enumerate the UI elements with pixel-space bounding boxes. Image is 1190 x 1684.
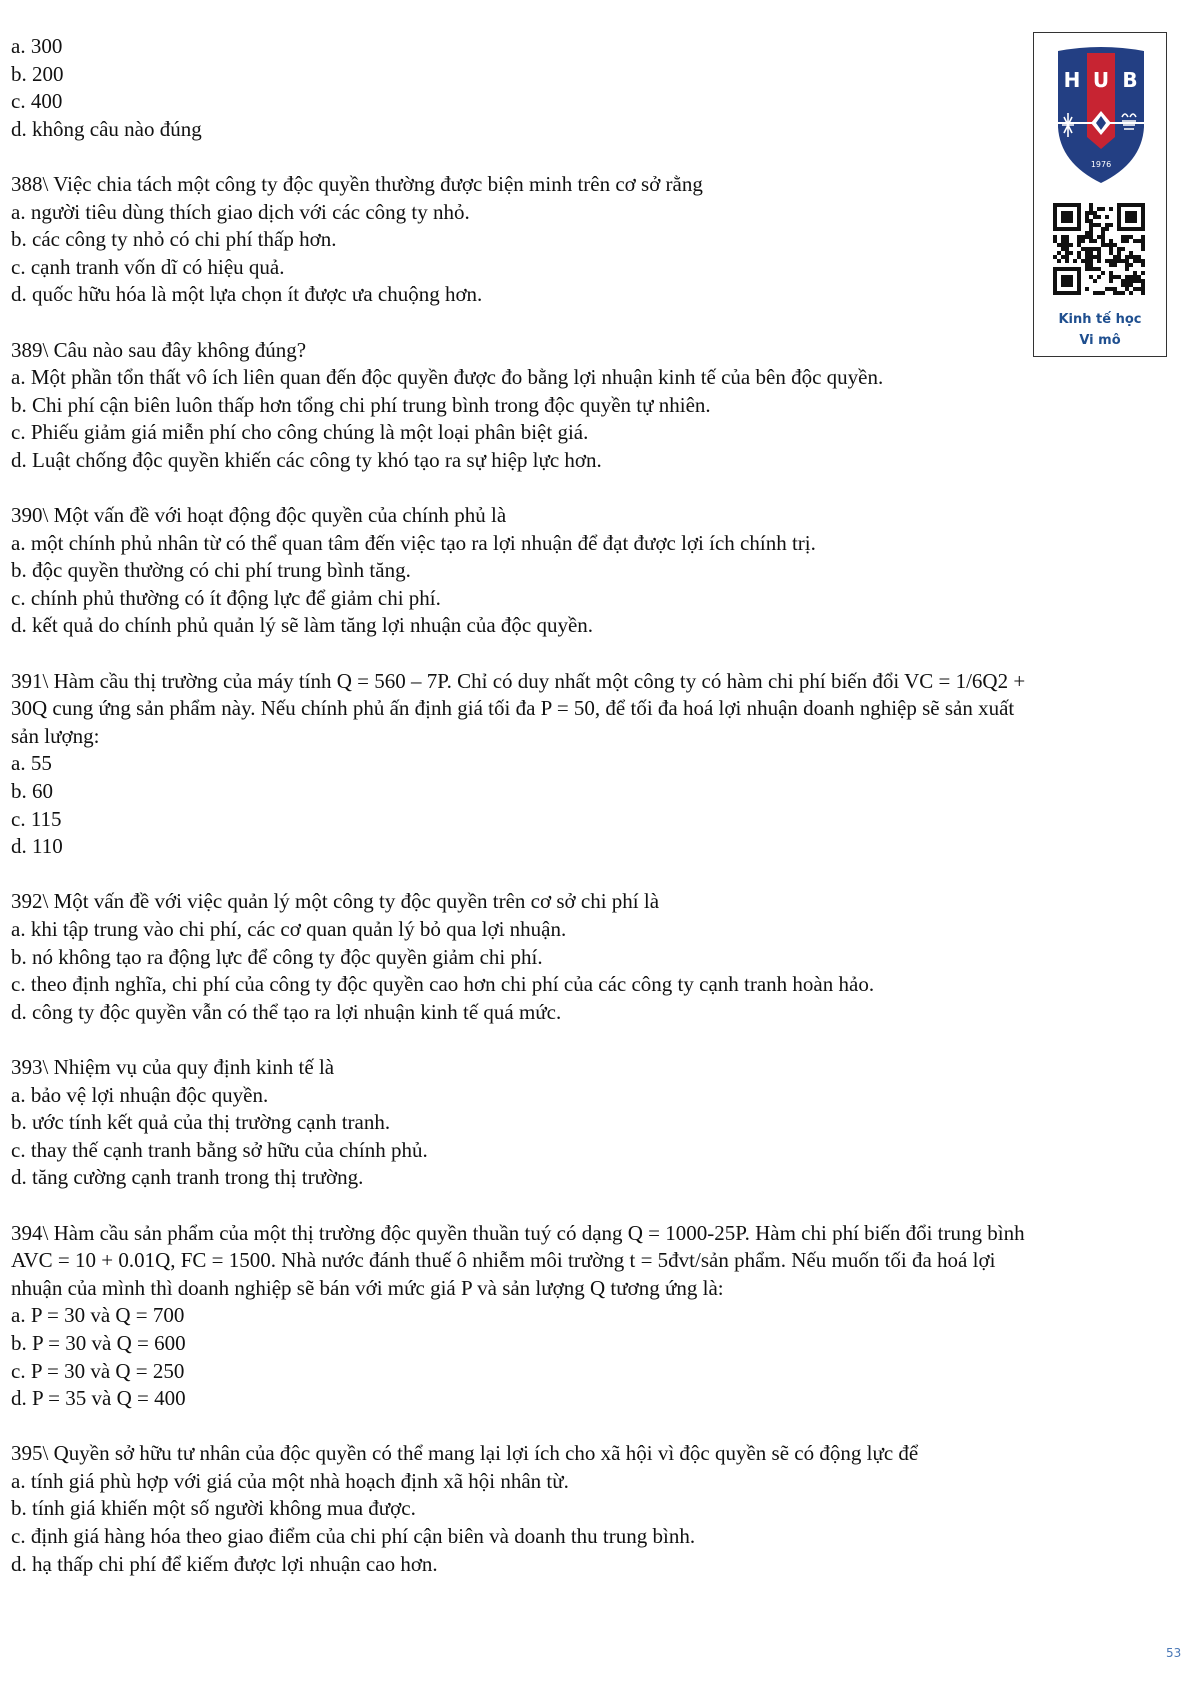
text-line: a. khi tập trung vào chi phí, các cơ quan quản lý bỏ qua lợi nhuận. [11, 917, 567, 941]
text-line: 30Q cung ứng sản phẩm này. Nếu chính phủ ấn định giá tối đa P = 50, để tối đa hoá lợi nhuận doanh nghiệp sẽ sản xuất [11, 696, 1015, 721]
course-label-line2: Vi mô [1079, 333, 1121, 348]
text-line: AVC = 10 + 0.01Q, FC = 1500. Nhà nước đánh thuế ô nhiễm môi trường t = 5đvt/sản phẩm. Nếu muốn tối đa hoá lợi [11, 1248, 996, 1273]
blank-line [11, 309, 1181, 337]
qr-code [1053, 203, 1145, 295]
text-line: b. Chi phí cận biên luôn thấp hơn tổng chi phí trung bình trong độc quyền tự nhiên. [11, 392, 711, 417]
question-stem: 391\ Hàm cầu thị trường của máy tính Q = 560 – 7P. Chỉ có duy nhất một công ty có hàm chi phí biến đổi VC = 1/6Q2 + [11, 668, 1026, 693]
text-line: a. người tiêu dùng thích giao dịch với các công ty nhỏ. [11, 199, 470, 224]
text-line: b. ước tính kết quả của thị trường cạnh tranh. [11, 1110, 391, 1135]
page-number: 53 [1166, 1646, 1182, 1660]
text-line: c. 115 [11, 806, 62, 831]
text-line: c. P = 30 và Q = 250 [11, 1358, 185, 1383]
text-line: nhuận của mình thì doanh nghiệp sẽ bán với mức giá P và sản lượng Q tương ứng là: [11, 1275, 724, 1300]
text-line: c. 400 [11, 89, 63, 114]
text-line: d. 110 [11, 834, 63, 859]
text-line: a. một chính phủ nhân từ có thể quan tâm đến việc tạo ra lợi nhuận để đạt được lợi ích chính trị. [11, 530, 816, 555]
text-line: b. nó không tạo ra động lực để công ty độc quyền giảm chi phí. [11, 944, 543, 969]
question-stem: 395\ Quyền sở hữu tư nhân của độc quyền có thể mang lại lợi ích cho xã hội vì độc quyền sẽ có động lực để [11, 1441, 919, 1466]
text-line: b. các công ty nhỏ có chi phí thấp hơn. [11, 227, 337, 252]
text-line: a. P = 30 và Q = 700 [11, 1303, 185, 1328]
text-line: d. P = 35 và Q = 400 [11, 1386, 186, 1411]
course-label-line1: Kinh tế học [1058, 312, 1142, 327]
text-line: d. Luật chống độc quyền khiến các công ty khó tạo ra sự hiệp lực hơn. [11, 447, 602, 472]
logo-letter-b: B [1122, 68, 1138, 92]
text-line: a. bảo vệ lợi nhuận độc quyền. [11, 1082, 269, 1107]
question-stem: 393\ Nhiệm vụ của quy định kinh tế là [11, 1054, 335, 1079]
blank-line [11, 143, 1181, 171]
text-line: d. kết quả do chính phủ quản lý sẽ làm tăng lợi nhuận của độc quyền. [11, 613, 594, 638]
text-line: a. 300 [11, 34, 63, 58]
question-stem: 388\ Việc chia tách một công ty độc quyền thường được biện minh trên cơ sở rằng [11, 171, 703, 196]
text-line: d. hạ thấp chi phí để kiếm được lợi nhuận cao hơn. [11, 1551, 438, 1576]
text-line: b. P = 30 và Q = 600 [11, 1330, 186, 1355]
text-line: b. độc quyền thường có chi phí trung bình tăng. [11, 558, 411, 583]
text-line: sản lượng: [11, 723, 100, 748]
text-line: c. theo định nghĩa, chi phí của công ty độc quyền cao hơn chi phí của các công ty cạnh tranh hoàn hảo. [11, 972, 875, 997]
question-stem: 394\ Hàm cầu sản phẩm của một thị trường độc quyền thuần tuý có dạng Q = 1000-25P. Hàm chi phí biến đổi trung bình [11, 1220, 1025, 1245]
logo-letter-h: H [1063, 68, 1081, 92]
university-logo [1054, 45, 1148, 185]
blank-line [11, 640, 1181, 668]
blank-line [11, 1026, 1181, 1054]
text-line: a. Một phần tổn thất vô ích liên quan đến độc quyền được đo bằng lợi nhuận kinh tế của bên độc quyền. [11, 365, 884, 390]
text-line: a. tính giá phù hợp với giá của một nhà hoạch định xã hội nhân từ. [11, 1468, 569, 1493]
question-stem: 389\ Câu nào sau đây không đúng? [11, 337, 307, 362]
blank-line [11, 1192, 1181, 1220]
text-line: d. quốc hữu hóa là một lựa chọn ít được ưa chuộng hơn. [11, 282, 483, 307]
question-stem: 390\ Một vấn đề với hoạt động độc quyền của chính phủ là [11, 503, 507, 528]
text-line: c. chính phủ thường có ít động lực để giảm chi phí. [11, 585, 441, 610]
text-line: c. cạnh tranh vốn dĩ có hiệu quả. [11, 254, 285, 279]
blank-line [11, 861, 1181, 889]
text-line: a. 55 [11, 751, 52, 776]
text-line: b. tính giá khiến một số người không mua được. [11, 1496, 416, 1521]
blank-line [11, 1413, 1181, 1441]
text-line: d. tăng cường cạnh tranh trong thị trường. [11, 1165, 364, 1190]
question-stem: 392\ Một vấn đề với việc quản lý một công ty độc quyền trên cơ sở chi phí là [11, 889, 660, 914]
text-line: d. công ty độc quyền vẫn có thể tạo ra lợi nhuận kinh tế quá mức. [11, 999, 562, 1024]
text-line: b. 200 [11, 61, 64, 86]
brand-box [1033, 32, 1167, 357]
text-line: c. định giá hàng hóa theo giao điểm của chi phí cận biên và doanh thu trung bình. [11, 1524, 696, 1549]
text-line: d. không câu nào đúng [11, 116, 202, 141]
logo-letter-u: U [1092, 68, 1110, 92]
blank-line [11, 475, 1181, 503]
document-body [11, 33, 1181, 1578]
text-line: c. thay thế cạnh tranh bằng sở hữu của chính phủ. [11, 1137, 428, 1162]
text-line: c. Phiếu giảm giá miễn phí cho công chúng là một loại phân biệt giá. [11, 420, 589, 445]
logo-year: 1976 [1090, 160, 1112, 169]
text-line: b. 60 [11, 779, 53, 804]
